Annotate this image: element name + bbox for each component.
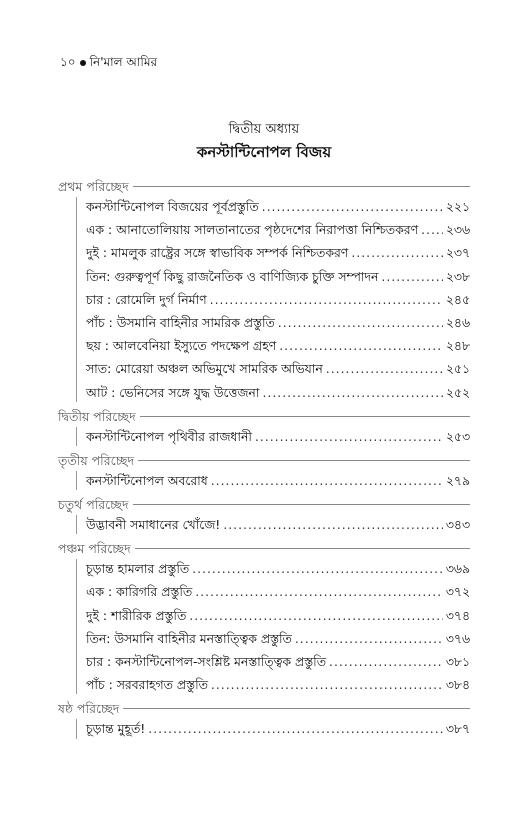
toc-entry[interactable] <box>58 604 470 627</box>
toc-entry-title: চার : কনস্টান্টিনোপল-সংশ্লিষ্ট মনস্তাত্ত্বিক প্রস্তুতি <box>86 654 326 669</box>
toc-entry[interactable] <box>58 218 470 241</box>
toc-entry-page: ৩৬৯ <box>445 561 470 577</box>
dot-leader <box>279 334 443 357</box>
dot-leader <box>295 627 443 650</box>
toc-entry-page: ২৩৮ <box>445 268 470 284</box>
dot-leader <box>262 195 443 218</box>
section-heading <box>58 538 470 557</box>
toc-entry-title: পাঁচ : উসমানি বাহিনীর সামরিক প্রস্তুতি <box>86 314 275 330</box>
toc-entry-page: ৩৭৪ <box>445 607 470 623</box>
toc-entry-page: ২৩৬ <box>445 222 470 238</box>
toc-entry-title: এক : আনাতোলিয়ায় সালতানাতের পৃষ্ঠদেশের নিরাপত্তা নিশ্চিতকরণ <box>86 222 419 238</box>
dot-leader <box>262 381 442 404</box>
toc-entry-page: ২৪৫ <box>445 291 470 307</box>
dot-leader <box>223 513 443 536</box>
toc-entry-page: ৩৪৩ <box>445 517 470 533</box>
toc-entry[interactable] <box>58 425 470 448</box>
toc-entry-title: পাঁচ : সরবরাহগত প্রস্তুতি <box>86 677 208 693</box>
section-entries <box>58 195 470 404</box>
page-number: ১০ <box>60 55 76 69</box>
toc-entry[interactable] <box>58 265 470 288</box>
toc-entry[interactable] <box>58 557 470 580</box>
section-heading-label: প্রথম পরিচ্ছেদ <box>58 179 133 194</box>
toc-entry-page: ৩৭২ <box>445 584 470 600</box>
running-header <box>60 54 157 74</box>
toc-entry-page: ২৫৩ <box>445 428 470 444</box>
section-heading <box>58 494 470 513</box>
toc-entry[interactable] <box>58 717 470 740</box>
toc-entry-title: চূড়ান্ত মুহূর্ত! <box>86 721 146 737</box>
toc-entry[interactable] <box>58 288 470 311</box>
toc-entry-title: চূড়ান্ত হামলার প্রস্তুতি <box>86 561 190 577</box>
dot-leader <box>189 604 443 627</box>
toc-entry-title: এক : কারিগরি প্রস্তুতি <box>86 584 193 600</box>
dot-leader <box>278 311 443 334</box>
chapter-subtitle: দ্বিতীয় অধ্যায় <box>228 122 300 137</box>
toc-entry-title: উদ্ভাবনী সমাধানের খোঁজে! <box>86 517 221 533</box>
toc-entry[interactable] <box>58 381 470 404</box>
toc-entry-title: চার : রোমেলি দুর্গ নির্মাণ <box>86 291 207 307</box>
bullet-dot-icon <box>80 60 86 66</box>
section-heading-label: পঞ্চম পরিচ্ছেদ <box>58 541 135 556</box>
toc-entry-title: আট : ভেনিসের সঙ্গে যুদ্ধ উত্তেজনা <box>86 384 260 400</box>
section-entries <box>58 469 470 492</box>
toc-entry-page: ২৫২ <box>445 384 470 400</box>
toc-entry[interactable] <box>58 195 470 218</box>
toc-entry[interactable] <box>58 650 470 673</box>
section-entries <box>58 513 470 536</box>
toc-entry-page: ২৩৭ <box>445 245 470 261</box>
toc-entry[interactable] <box>58 241 470 264</box>
section-heading <box>58 406 470 425</box>
section-heading-label: তৃতীয় পরিচ্ছেদ <box>58 453 138 468</box>
chapter-title: কনস্টান্টিনোপল বিজয় <box>196 143 332 161</box>
toc-entry-page: ৩৮৭ <box>445 721 470 737</box>
toc-entry-page: ৩৮১ <box>445 654 470 669</box>
toc-entry-title: সাত: মোরেয়া অঞ্চল অভিমুখে সামরিক অভিযান <box>86 361 323 377</box>
dot-leader <box>326 357 443 380</box>
section-heading-label: ষষ্ঠ পরিচ্ছেদ <box>58 701 123 716</box>
toc-entry-title: তিন: গুরুত্বপূর্ণ কিছু রাজনৈতিক ও বাণিজ্যিক চুক্তি সম্পাদন <box>86 268 379 284</box>
toc-entry-page: ২৪৮ <box>445 338 470 354</box>
toc-entry-title: কনস্টান্টিনোপল পৃথিবীর রাজধানী <box>86 428 252 444</box>
dot-leader <box>211 673 443 696</box>
toc-entry-page: ৩৭৬ <box>445 630 470 646</box>
dot-leader <box>148 717 443 740</box>
toc-entry-page: ২৫১ <box>445 361 470 377</box>
toc-entry[interactable] <box>58 311 470 334</box>
section-entries <box>58 425 470 448</box>
toc-entry-page: ২৪৬ <box>445 314 470 330</box>
toc-entry-title: কনস্টান্টিনোপল বিজয়ের পূর্বপ্রস্তুতি <box>86 199 259 214</box>
toc-entry[interactable] <box>58 334 470 357</box>
dot-leader <box>421 218 443 241</box>
toc-entry[interactable] <box>58 627 470 650</box>
toc-entry[interactable] <box>58 357 470 380</box>
dot-leader <box>210 288 443 311</box>
toc-entry-title: কনস্টান্টিনোপল অবরোধ <box>86 472 208 488</box>
dot-leader <box>381 265 442 288</box>
section-heading-label: চতুর্থ পরিচ্ছেদ <box>58 497 133 512</box>
dot-leader <box>255 425 443 448</box>
toc-entry-page: ৩৮৪ <box>445 677 470 693</box>
toc-entry-title: তিন: উসমানি বাহিনীর মনস্তাত্ত্বিক প্রস্তুতি <box>86 630 292 646</box>
dot-leader <box>192 557 443 580</box>
toc-entry-title: ছয় : আলবেনিয়া ইস্যুতে পদক্ষেপ গ্রহণ <box>86 338 277 354</box>
section-entries <box>58 717 470 740</box>
toc-entry-title: দুই : শারীরিক প্রস্তুতি <box>86 607 187 623</box>
toc-entry[interactable] <box>58 469 470 492</box>
dot-leader <box>195 580 443 603</box>
dot-leader <box>329 650 443 673</box>
toc-entry-page: ২৭৯ <box>445 472 470 488</box>
section-heading-label: দ্বিতীয় পরিচ্ছেদ <box>58 409 140 424</box>
book-title: নি'মাল আমির <box>89 55 158 69</box>
section-heading <box>58 698 470 717</box>
toc-entry[interactable] <box>58 513 470 536</box>
dot-leader <box>351 241 443 264</box>
table-of-contents <box>58 174 470 741</box>
toc-entry-title: দুই : মামলুক রাষ্ট্রের সঙ্গে স্বাভাবিক সম্পর্ক নিশ্চিতকরণ <box>86 245 349 261</box>
toc-entry-page: ২২১ <box>445 199 470 214</box>
section-entries <box>58 557 470 696</box>
section-heading <box>58 450 470 469</box>
toc-entry[interactable] <box>58 673 470 696</box>
section-heading <box>58 176 470 195</box>
dot-leader <box>211 469 443 492</box>
toc-entry[interactable] <box>58 580 470 603</box>
